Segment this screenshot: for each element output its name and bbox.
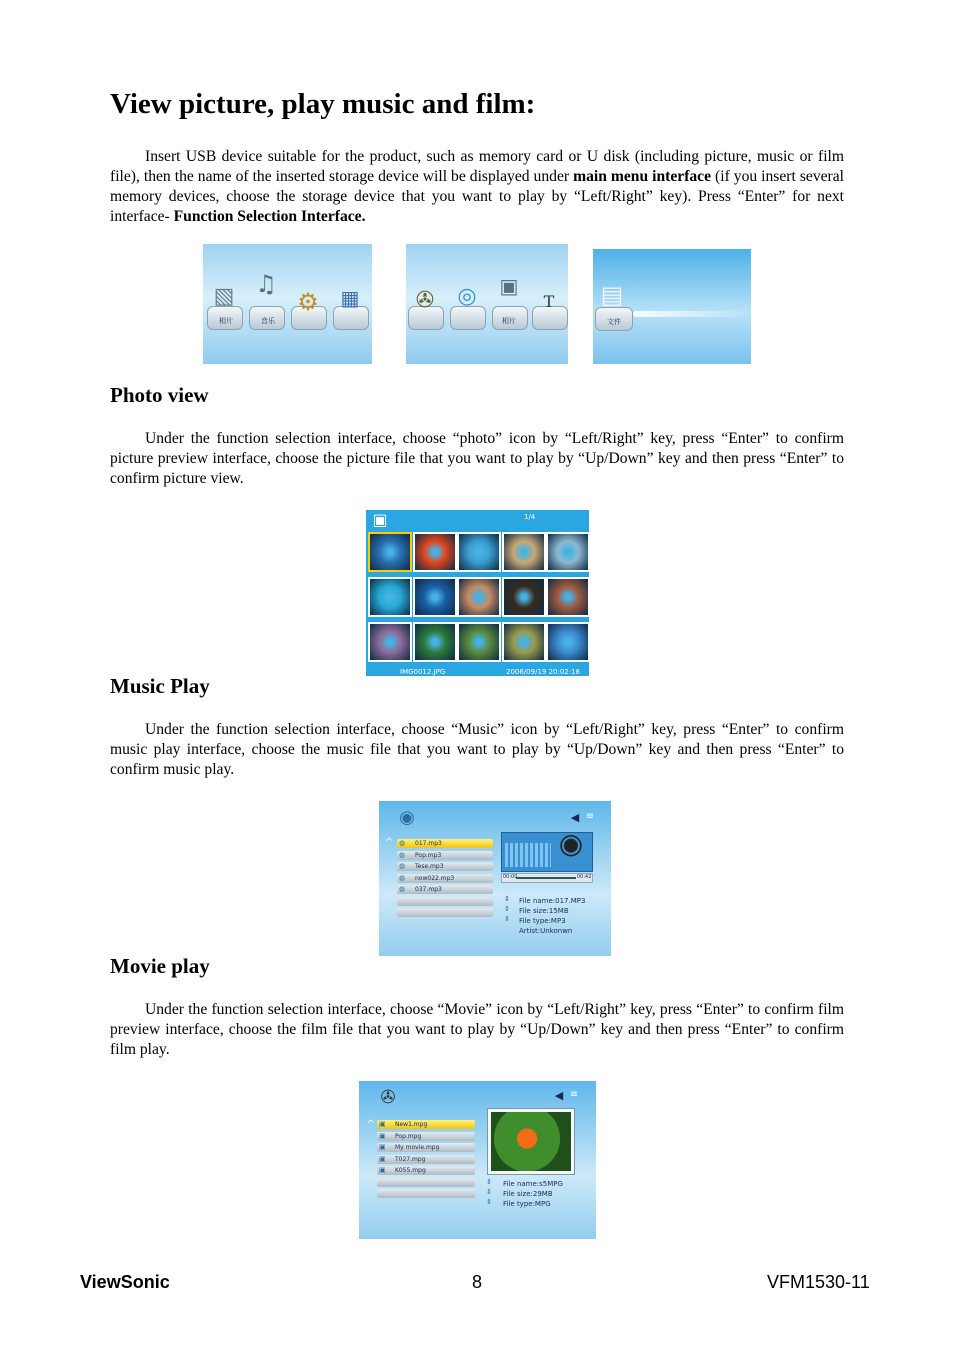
- photo-thumbnail[interactable]: [502, 622, 546, 662]
- volume-icon: ◀: [570, 811, 580, 824]
- page-counter: 1/4: [524, 513, 536, 521]
- page-number: 8: [472, 1272, 483, 1292]
- menu-icon: ≡: [585, 811, 595, 822]
- photo-view-paragraph: Under the function selection interface, choose “photo” icon by “Left/Right” key, press “Enter” to confirm picture preview interface, choose the picture file that you want to play by “Up/Down” key and then press “Enter” to confirm picture view.: [110, 430, 844, 487]
- file-list-item[interactable]: [397, 851, 493, 860]
- file-name: Tese.mp3: [415, 863, 444, 870]
- menu-screenshot-2: [406, 244, 568, 364]
- file-list-item[interactable]: [377, 1155, 475, 1164]
- photo-thumbnail[interactable]: [546, 577, 589, 617]
- photo-thumbnail[interactable]: [368, 622, 412, 662]
- folder-icon: ▤: [600, 281, 624, 309]
- menu-label: 音乐: [261, 317, 275, 325]
- file-list-item[interactable]: [377, 1166, 475, 1175]
- file-list-item[interactable]: [397, 885, 493, 894]
- file-list-item[interactable]: [397, 862, 493, 871]
- empty-list-row[interactable]: [397, 908, 493, 917]
- info-line: Artist:Unkonwn: [519, 927, 573, 935]
- photo-thumbnail[interactable]: [457, 577, 501, 617]
- footer-brand: ViewSonic: [80, 1272, 170, 1292]
- info-line: File size:15MB: [519, 907, 569, 915]
- photo-grid-screenshot: [366, 510, 589, 676]
- camera-icon: ▣: [499, 274, 519, 298]
- menu-screenshot-3: [593, 249, 751, 364]
- photo-thumbnail[interactable]: [457, 622, 501, 662]
- photo-icon: ▧: [213, 284, 235, 309]
- calendar-icon: ▦: [340, 286, 360, 310]
- camera-icon: ▣: [372, 510, 388, 529]
- disc-icon: ◎: [457, 284, 477, 309]
- music-file-icon: ◍: [399, 850, 406, 859]
- photo-thumbnail[interactable]: [368, 577, 412, 617]
- volume-icon: ◀: [554, 1089, 564, 1102]
- video-preview: [487, 1108, 575, 1175]
- file-name: Pop.mpg: [395, 1132, 422, 1140]
- file-name: 037.mp3: [415, 886, 442, 893]
- music-file-icon: ◍: [399, 839, 406, 847]
- photo-thumbnail[interactable]: [413, 577, 457, 617]
- movie-play-paragraph: Under the function selection interface, choose “Movie” icon by “Left/Right” key, press “Enter” to confirm film preview interface, choose the film file that you want to play by “Up/Down” key and then press “Enter” to confirm film play.: [110, 1001, 844, 1058]
- movie-play-heading: Movie play: [110, 954, 210, 978]
- movie-screenshot: [359, 1081, 596, 1239]
- info-icon: ⇕: [486, 1188, 492, 1196]
- photo-thumbnail[interactable]: [457, 532, 501, 572]
- photo-thumbnail[interactable]: [546, 622, 589, 662]
- file-list-item[interactable]: [397, 874, 493, 883]
- disc-icon: ◉: [558, 827, 584, 860]
- music-play-heading: Music Play: [110, 674, 210, 698]
- photo-thumbnail[interactable]: [413, 622, 457, 662]
- file-name: T027.mpg: [395, 1155, 426, 1163]
- file-list-item[interactable]: [397, 839, 493, 848]
- file-list-item[interactable]: [377, 1143, 475, 1152]
- photo-view-heading: Photo view: [110, 383, 209, 407]
- text-icon: T: [543, 292, 555, 311]
- video-file-icon: ▣: [379, 1143, 386, 1151]
- settings-gear-icon: ⚙: [297, 288, 319, 316]
- info-line: File type:MPG: [503, 1200, 551, 1208]
- file-name: My movie.mpg: [395, 1144, 440, 1151]
- scroll-up-icon[interactable]: ^: [384, 837, 394, 848]
- file-name: 017.mp3: [415, 840, 442, 847]
- info-line: File size:29MB: [503, 1190, 553, 1198]
- movie-reel-icon: ✇: [415, 288, 435, 313]
- info-icon: ⇕: [486, 1178, 492, 1186]
- empty-list-row[interactable]: [377, 1178, 475, 1187]
- music-icon: ◉: [399, 807, 415, 828]
- menu-icon: ≡: [569, 1089, 579, 1100]
- function-selection-term: Function Selection Interface.: [173, 208, 366, 225]
- file-name: IMG0012.JPG: [400, 668, 446, 676]
- empty-list-row[interactable]: [397, 897, 493, 906]
- photo-thumbnail[interactable]: [368, 532, 412, 572]
- empty-list-row[interactable]: [377, 1189, 475, 1198]
- file-name: now022.mp3: [415, 874, 455, 882]
- file-list-item[interactable]: [377, 1120, 475, 1129]
- info-icon: ⇕: [504, 905, 510, 913]
- music-file-icon: ◍: [399, 873, 406, 882]
- total-time: 00:42: [577, 874, 592, 880]
- intro-paragraph: Insert USB device suitable for the product, such as memory card or U disk (including picture, music or film file), then the name of the inserted storage device will be displayed under main menu interface (if you insert several memory devices, choose the storage device that you want to play by “Left/Right” key). Press “Enter” for next interface- Function Selection Interface.: [110, 148, 844, 225]
- info-line: File name:s5MPG: [503, 1180, 563, 1188]
- menu-label: 文件: [607, 318, 621, 326]
- video-file-icon: ▣: [379, 1131, 386, 1140]
- video-file-icon: ▣: [379, 1120, 386, 1128]
- file-name: K055.mpg: [395, 1167, 426, 1174]
- menu-label: 相片: [502, 317, 516, 325]
- info-icon: ⇕: [504, 895, 510, 903]
- timestamp: 2006/09/19 20:02:18: [506, 668, 581, 676]
- menu-label: 相片: [219, 317, 233, 325]
- main-menu-term: main menu interface: [573, 168, 712, 185]
- photo-thumbnail[interactable]: [413, 532, 457, 572]
- menu-tile: [450, 306, 486, 330]
- music-play-paragraph: Under the function selection interface, choose “Music” icon by “Left/Right” key, press “Enter” to confirm music play interface, choose the music file that you want to play by “Up/Down” key and then press “Enter” to confirm music play.: [110, 721, 844, 778]
- scroll-up-icon[interactable]: ^: [366, 1119, 376, 1130]
- file-list-item[interactable]: [377, 1132, 475, 1141]
- elapsed-time: 00:00: [503, 874, 518, 880]
- music-file-icon: ◍: [399, 885, 406, 893]
- info-line: File name:017.MP3: [519, 897, 586, 905]
- photo-thumbnail[interactable]: [546, 532, 589, 572]
- info-line: File type:MP3: [519, 917, 566, 925]
- menu-screenshot-1: [203, 244, 372, 364]
- music-icon: ♫: [255, 270, 277, 298]
- file-name: Pop.mp3: [415, 851, 442, 859]
- equalizer: [505, 843, 551, 867]
- info-icon: ⇕: [504, 915, 510, 923]
- video-file-icon: ▣: [379, 1166, 386, 1174]
- music-screenshot: [379, 801, 611, 956]
- file-name: New1.mpg: [395, 1121, 428, 1128]
- footer-model: VFM1530-11: [767, 1272, 870, 1292]
- photo-thumbnail[interactable]: [502, 532, 546, 572]
- music-file-icon: ◍: [399, 862, 406, 870]
- page-title: View picture, play music and film:: [110, 88, 536, 120]
- info-icon: ⇕: [486, 1198, 492, 1206]
- video-file-icon: ▣: [379, 1154, 386, 1163]
- movie-reel-icon: ✇: [380, 1087, 396, 1108]
- photo-thumbnail[interactable]: [502, 577, 546, 617]
